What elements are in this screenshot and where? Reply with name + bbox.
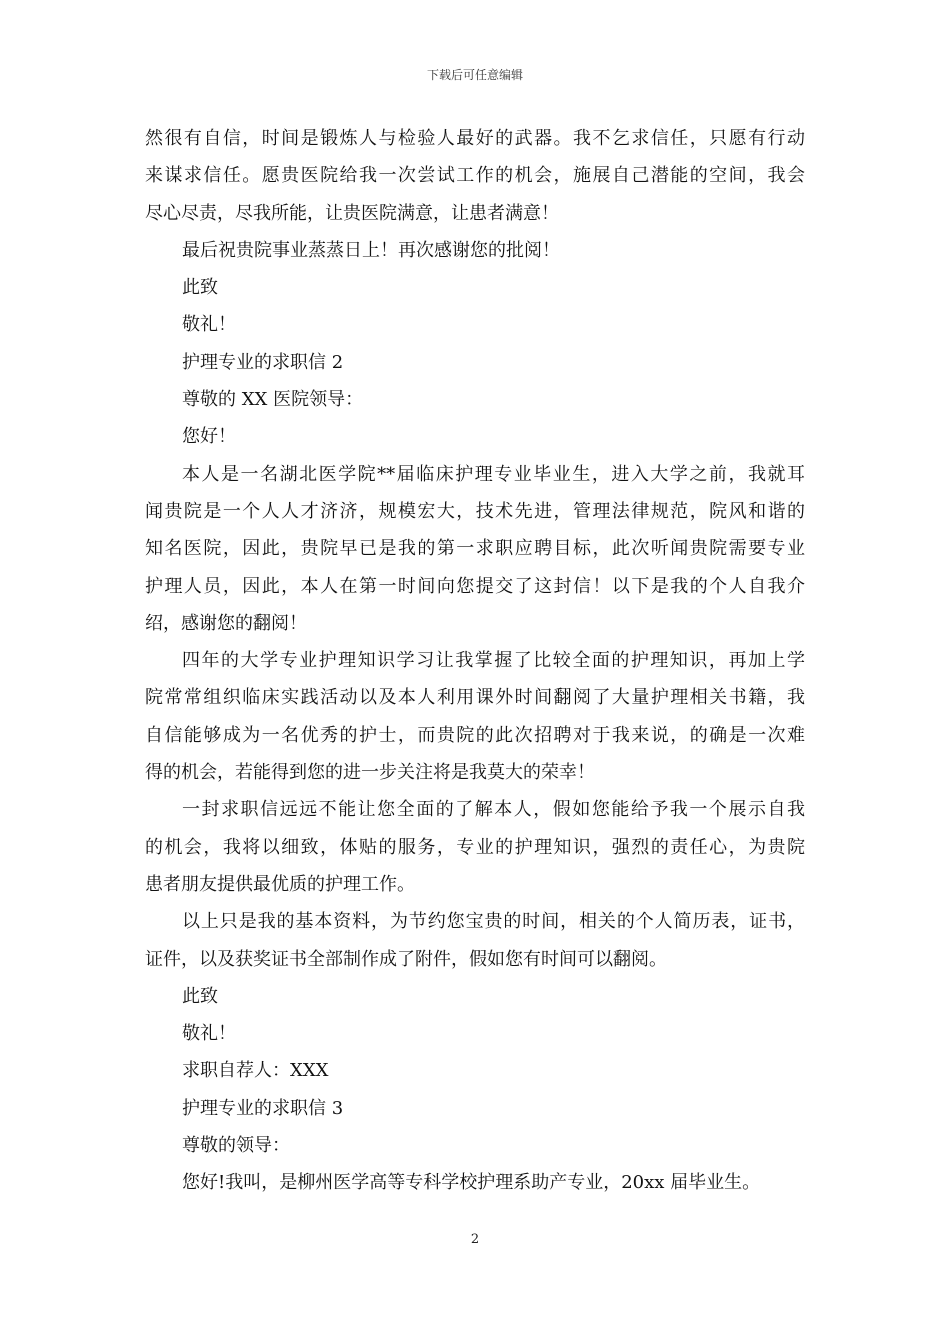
greeting-hello: 您好！	[182, 426, 236, 448]
salutation-jingli: 敬礼！	[182, 314, 236, 336]
paragraph-line: 四年的大学专业护理知识学习让我掌握了比较全面的护理知识，再加上学	[182, 650, 805, 672]
paragraph-line: 得的机会，若能得到您的进一步关注将是我莫大的荣幸！	[145, 762, 595, 784]
document-body	[145, 120, 805, 1202]
signature-line: 求职自荐人：XXX	[182, 1060, 329, 1082]
salutation-cizhi: 此致	[182, 985, 218, 1007]
closing-wish: 最后祝贵院事业蒸蒸日上！再次感谢您的批阅！	[182, 239, 560, 261]
paragraph-line: 本人是一名湖北医学院**届临床护理专业毕业生，进入大学之前，我就耳	[182, 463, 805, 485]
paragraph-line: 闻贵院是一个人人才济济，规模宏大，技术先进，管理法律规范，院风和谐的	[145, 500, 805, 522]
paragraph-line: 绍，感谢您的翻阅！	[145, 612, 307, 634]
paragraph-line: 患者朋友提供最优质的护理工作。	[145, 873, 415, 895]
paragraph-line: 的机会，我将以细致，体贴的服务，专业的护理知识，强烈的责任心，为贵院	[145, 836, 805, 858]
letter-heading-2: 护理专业的求职信 2	[182, 351, 344, 373]
salutation-cizhi: 此致	[182, 277, 218, 299]
letter-heading-3: 护理专业的求职信 3	[182, 1097, 344, 1119]
greeting-recipient: 尊敬的 XX 医院领导：	[182, 389, 364, 411]
paragraph-line: 来谋求信任。愿贵医院给我一次尝试工作的机会，施展自己潜能的空间，我会	[145, 165, 805, 187]
paragraph-line: 自信能够成为一名优秀的护士，而贵院的此次招聘对于我来说，的确是一次难	[145, 724, 805, 746]
greeting-recipient: 尊敬的领导：	[182, 1135, 290, 1157]
page-number: 2	[470, 1232, 480, 1247]
paragraph-line: 证件，以及获奖证书全部制作成了附件，假如您有时间可以翻阅。	[145, 948, 667, 970]
paragraph-line: 您好!我叫，是柳州医学高等专科学校护理系助产专业，20xx 届毕业生。	[182, 1172, 761, 1194]
paragraph-line: 院常常组织临床实践活动以及本人利用课外时间翻阅了大量护理相关书籍，我	[145, 687, 805, 709]
header-note: 下载后可任意编辑	[426, 68, 523, 82]
salutation-jingli: 敬礼！	[182, 1023, 236, 1045]
paragraph-line: 知名医院，因此，贵院早已是我的第一求职应聘目标，此次听闻贵院需要专业	[145, 538, 805, 560]
paragraph-line: 一封求职信远远不能让您全面的了解本人，假如您能给予我一个展示自我	[182, 799, 805, 821]
paragraph-line: 以上只是我的基本资料，为节约您宝贵的时间，相关的个人简历表，证书，	[182, 911, 805, 933]
paragraph-line: 护理人员，因此，本人在第一时间向您提交了这封信！以下是我的个人自我介	[145, 575, 805, 597]
paragraph-line: 然很有自信，时间是锻炼人与检验人最好的武器。我不乞求信任，只愿有行动	[145, 128, 805, 149]
paragraph-line: 尽心尽责，尽我所能，让贵医院满意，让患者满意！	[145, 202, 559, 224]
